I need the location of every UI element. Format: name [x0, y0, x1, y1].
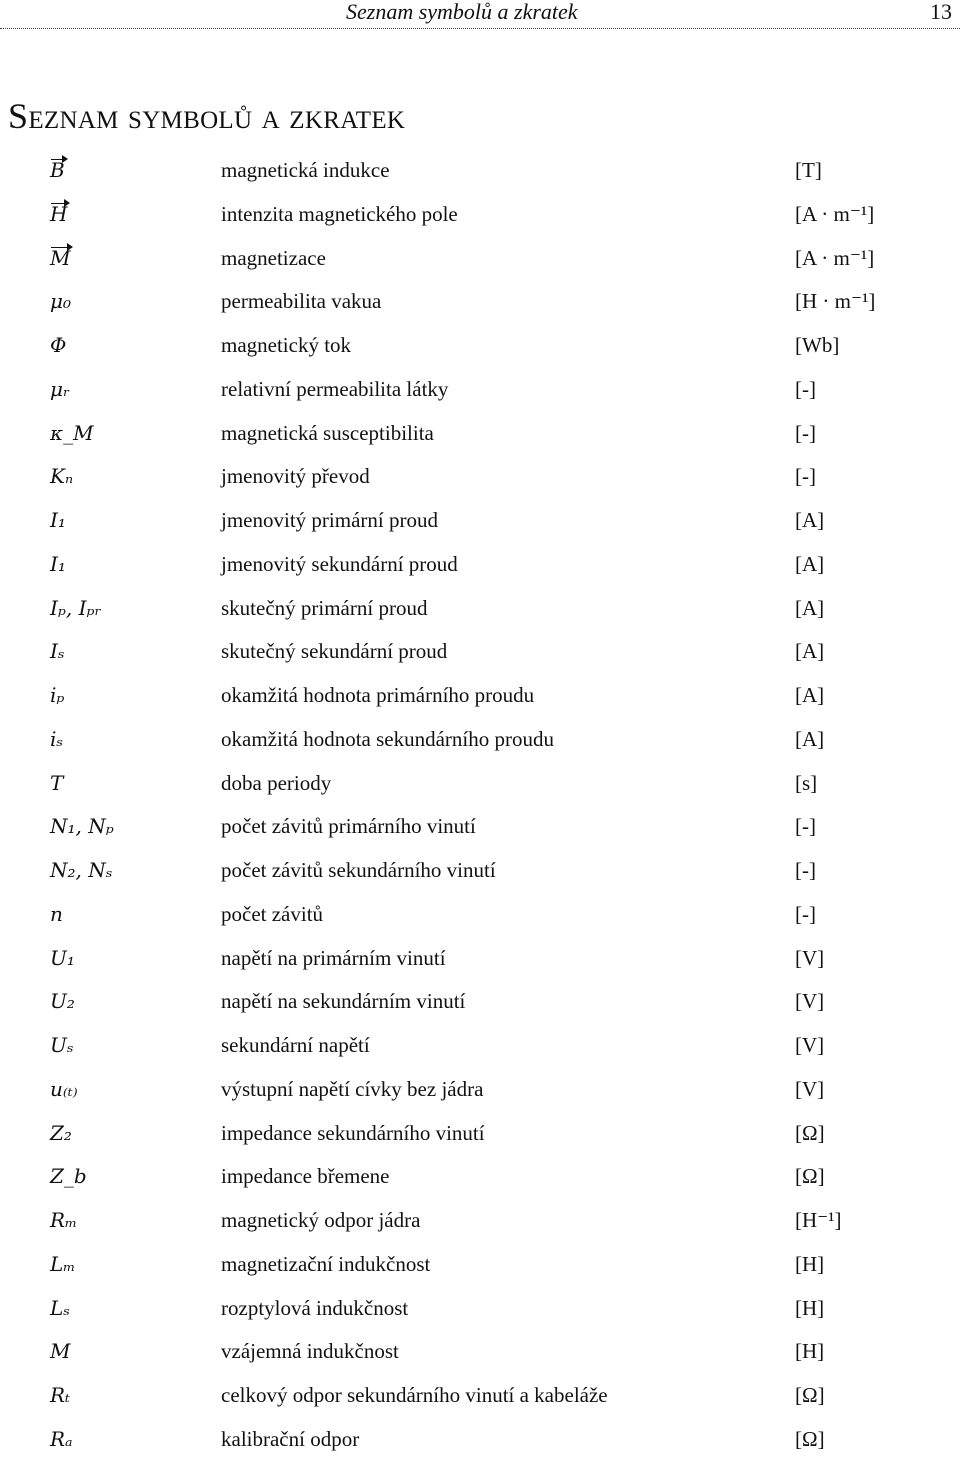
symbol: Iₛ — [50, 639, 65, 664]
symbol-row — [0, 1288, 960, 1328]
symbol-unit: [A] — [795, 595, 825, 620]
symbol: I₁ — [50, 551, 66, 576]
symbol-unit: [A] — [795, 639, 825, 664]
symbol-unit: [V] — [795, 1076, 825, 1101]
symbol — [50, 194, 67, 234]
symbol-description: magnetizace — [221, 245, 326, 270]
vector-symbol: B — [50, 150, 65, 190]
symbol-description: jmenovitý sekundární proud — [221, 551, 458, 576]
symbol-unit: [A · m⁻¹] — [795, 201, 875, 226]
symbol: Rₐ — [50, 1426, 73, 1451]
symbol-row — [0, 500, 960, 540]
symbol: Uₛ — [50, 1033, 74, 1057]
symbol-description: okamžitá hodnota sekundárního proudu — [221, 726, 555, 751]
symbol-description: výstupní napětí cívky bez jádra — [221, 1076, 484, 1101]
symbol-row — [0, 938, 960, 978]
symbol-unit: [V] — [795, 989, 825, 1014]
symbol-unit: [A] — [795, 683, 825, 707]
symbol-row — [0, 588, 960, 628]
symbol-description: rozptylová indukčnost — [221, 1295, 409, 1320]
symbol: Z₂ — [50, 1120, 72, 1145]
vector-symbol: H — [50, 194, 67, 234]
symbol-unit: [T] — [795, 158, 822, 182]
symbol-description: počet závitů — [221, 901, 324, 926]
symbol: Lₛ — [50, 1295, 71, 1320]
symbol-unit: [H] — [795, 1251, 825, 1276]
symbol-description: napětí na primárním vinutí — [221, 945, 446, 970]
symbol-description: počet závitů sekundárního vinutí — [221, 858, 496, 882]
symbol-description: impedance břemene — [221, 1164, 390, 1189]
symbol-description: okamžitá hodnota primárního proudu — [221, 683, 535, 707]
symbol-row — [0, 413, 960, 453]
symbol-row — [0, 850, 960, 890]
symbol-description: magnetický odpor jádra — [221, 1208, 421, 1232]
symbol: T — [50, 770, 64, 795]
symbol-description: relativní permeabilita látky — [221, 376, 449, 401]
symbol-description: jmenovitý převod — [221, 464, 370, 489]
symbol-unit: [Ω] — [795, 1383, 825, 1407]
symbol-row — [0, 150, 960, 190]
symbol: N₂, Nₛ — [50, 858, 113, 882]
symbol-unit: [Ω] — [795, 1120, 825, 1145]
symbol-row — [0, 1419, 960, 1459]
symbol: iₛ — [50, 726, 64, 751]
symbol-unit: [-] — [795, 464, 816, 489]
symbol-description: doba periody — [221, 770, 332, 795]
symbol-unit: [Ω] — [795, 1164, 825, 1189]
symbol-row — [0, 544, 960, 584]
symbol: Rₜ — [50, 1383, 70, 1407]
symbol-description: impedance sekundárního vinutí — [221, 1120, 485, 1145]
symbol-row — [0, 763, 960, 803]
symbol: iₚ — [50, 683, 65, 707]
symbol-unit: [-] — [795, 901, 816, 926]
symbol-unit: [-] — [795, 420, 816, 445]
symbol-row — [0, 719, 960, 759]
symbol: Z_b — [50, 1164, 87, 1189]
symbol: N₁, Nₚ — [50, 814, 114, 839]
symbol: μ₀ — [50, 289, 72, 314]
symbol: U₁ — [50, 945, 75, 970]
symbol-description: počet závitů primárního vinutí — [221, 814, 476, 839]
symbol-row — [0, 1069, 960, 1109]
symbol-row — [0, 1331, 960, 1371]
symbol: Rₘ — [50, 1208, 78, 1232]
symbol-unit: [A] — [795, 726, 825, 751]
symbol: μᵣ — [50, 376, 70, 401]
symbol: Lₘ — [50, 1251, 76, 1276]
symbol-row — [0, 981, 960, 1021]
symbol: κ_M — [50, 420, 94, 445]
symbol-row — [0, 806, 960, 846]
symbol — [50, 150, 65, 190]
symbol-description: magnetický tok — [221, 333, 352, 357]
header-divider — [0, 28, 960, 29]
symbol-description: permeabilita vakua — [221, 289, 382, 314]
symbol-row — [0, 281, 960, 321]
symbol-description: magnetická susceptibilita — [221, 420, 434, 445]
symbol-unit: [V] — [795, 945, 825, 970]
symbol-row — [0, 894, 960, 934]
symbol-unit: [H] — [795, 1339, 825, 1364]
symbol-description: vzájemná indukčnost — [221, 1339, 399, 1364]
symbol-unit: [-] — [795, 814, 816, 839]
symbol-unit: [H⁻¹] — [795, 1208, 842, 1232]
symbol-row — [0, 675, 960, 715]
symbol: I₁ — [50, 508, 66, 532]
symbol-unit: [A] — [795, 551, 825, 576]
running-header-title: Seznam symbolů a zkratek — [346, 0, 578, 24]
symbol-description: sekundární napětí — [221, 1033, 370, 1057]
symbol: u₍ₜ₎ — [50, 1076, 78, 1101]
symbol: M — [50, 1339, 71, 1364]
symbol-description: kalibrační odpor — [221, 1426, 360, 1451]
symbol-description: celkový odpor sekundárního vinutí a kabeláže — [221, 1383, 608, 1407]
symbol-unit: [H] — [795, 1295, 825, 1320]
symbol-row — [0, 1200, 960, 1240]
symbol-unit: [s] — [795, 770, 818, 795]
symbol-row — [0, 1113, 960, 1153]
symbol-unit: [-] — [795, 858, 816, 882]
symbol-unit: [-] — [795, 376, 816, 401]
symbol-description: skutečný sekundární proud — [221, 639, 448, 664]
symbol-description: napětí na sekundárním vinutí — [221, 989, 466, 1014]
symbol-row — [0, 456, 960, 496]
symbol-row — [0, 1156, 960, 1196]
page-number: 13 — [930, 0, 952, 24]
symbol-description: skutečný primární proud — [221, 595, 428, 620]
symbol-unit: [A · m⁻¹] — [795, 245, 875, 270]
symbol-row — [0, 1375, 960, 1415]
symbol-row — [0, 369, 960, 409]
symbol — [50, 238, 70, 278]
symbol-row — [0, 325, 960, 365]
section-heading: Seznam symbolů a zkratek — [8, 96, 406, 136]
symbol: Kₙ — [50, 464, 74, 489]
symbol-unit: [A] — [795, 508, 825, 532]
vector-symbol: M — [50, 238, 70, 278]
symbol-unit: [H · m⁻¹] — [795, 289, 876, 314]
symbol-description: jmenovitý primární proud — [221, 508, 438, 532]
symbol-unit: [V] — [795, 1033, 825, 1057]
symbol-row — [0, 1244, 960, 1284]
symbol: Φ — [50, 333, 67, 357]
symbol-description: magnetická indukce — [221, 158, 390, 182]
symbol-row — [0, 194, 960, 234]
symbol: U₂ — [50, 989, 75, 1014]
symbol: Iₚ, Iₚᵣ — [50, 595, 102, 620]
symbol-row — [0, 238, 960, 278]
symbol-row — [0, 1025, 960, 1065]
symbol: n — [50, 901, 63, 926]
symbol-row — [0, 631, 960, 671]
symbol-description: magnetizační indukčnost — [221, 1251, 431, 1276]
symbol-unit: [Wb] — [795, 333, 840, 357]
symbol-unit: [Ω] — [795, 1426, 825, 1451]
symbol-description: intenzita magnetického pole — [221, 201, 458, 226]
